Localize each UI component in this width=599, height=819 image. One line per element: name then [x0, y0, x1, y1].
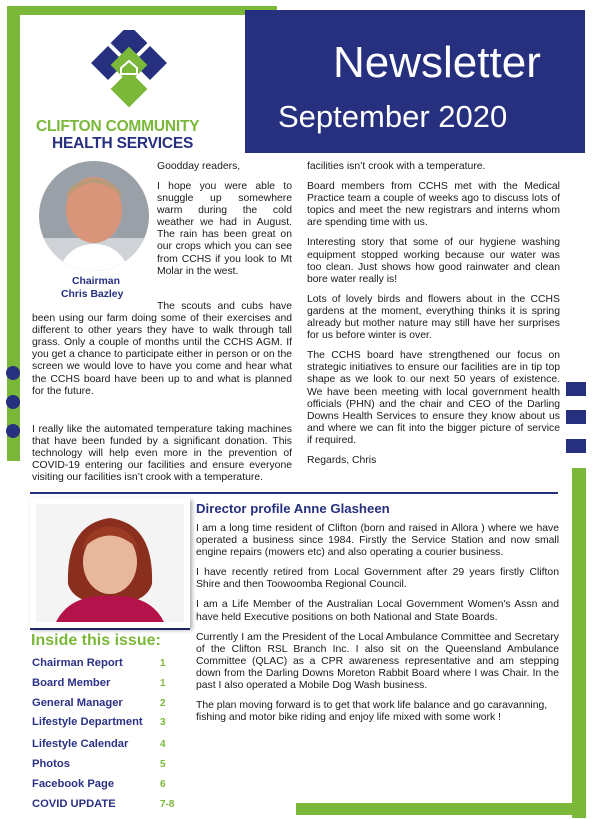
- bullet-dot-3: [6, 424, 20, 438]
- bullet-dot-2: [6, 395, 20, 409]
- photo-navy-rule: [30, 628, 190, 630]
- chairman-para6: Lots of lovely birds and flowers about in the CCHS gardens at the moment, everything thinks it is spring already but mother nature may still have her surprises for us before winter is over.: [307, 293, 560, 342]
- mid-navy-rule: [30, 492, 558, 494]
- bullet-square-3: [566, 439, 586, 453]
- chairman-para3-cont: facilities isn’t crook with a temperature.: [307, 161, 486, 172]
- left-green-bar: [7, 6, 20, 461]
- toc-item-page: 3: [160, 717, 166, 728]
- toc-item-label[interactable]: Facebook Page: [32, 778, 115, 790]
- bullet-dot-1: [6, 366, 20, 380]
- logo-diamond-bottom: [111, 71, 148, 108]
- toc-item-label[interactable]: Lifestyle Department: [32, 716, 143, 728]
- director-para4: Currently I am the President of the Local Ambulance Committee and Secretary of the Clifton RSL Branch Inc. I also sit on the Queensland Ambulance Committee (QLAC) as a CPR awareness representative and am stepping down from the Darling Downs Moreton Rabbit Board where I was Chair. In the past I also operated a Mobile Dog Wash business.: [196, 631, 559, 692]
- director-body: [196, 523, 559, 732]
- toc-item-page: 7-8: [160, 799, 175, 810]
- director-para5: The plan moving forward is to get that work life balance and go caravanning, fishing and motor bike riding and enjoy life mixed with some work !: [196, 700, 548, 724]
- toc-item-label[interactable]: Board Member: [32, 677, 111, 689]
- chairman-photo: [38, 160, 150, 272]
- chairman-para2: The scouts and cubs have been using our farm doing some of their exercises and different to other years they have to walk through tall grass. Only a couple of months until the CCHS AGM. If you get a chance to participate either in person or on the screen we would love to have you come and hear what the CCHS board have been up to and what is planned for the future.: [32, 301, 292, 397]
- toc-item-page: 1: [160, 678, 166, 689]
- org-name-line2: HEALTH SERVICES: [52, 135, 194, 152]
- right-green-bar: [572, 468, 586, 818]
- chairman-column-2: [307, 161, 560, 475]
- toc-item-label[interactable]: Chairman Report: [32, 657, 123, 669]
- toc-item-page: 1: [160, 658, 166, 669]
- toc-item-page: 6: [160, 779, 166, 790]
- bullet-square-2: [566, 410, 586, 424]
- toc-item-label[interactable]: Photos: [32, 758, 70, 770]
- toc-item-label[interactable]: General Manager: [32, 697, 123, 709]
- header-banner: [245, 10, 585, 153]
- bottom-green-bar: [296, 803, 586, 815]
- chairman-para3: I really like the automated temperature taking machines that have been funded by a significant donation. This technology will help even more in the prevention of COVID-19 entering our facilities and ensure everyone visiting our facilities isn’t crook with a temperature.: [32, 424, 292, 484]
- chairman-para7: The CCHS board have strengthened our focus on strategic initiatives to ensure our facilities are in tip top shape as we look to our next 50 years of existence. We have been meeting with local government health officials (PHN) and the chair and CEO of the Darling Downs Health Services to ensure they know about us and where we can fit into the bigger picture of service if required.: [307, 350, 560, 446]
- toc-item-label[interactable]: Lifestyle Calendar: [32, 738, 129, 750]
- director-para2: I have recently retired from Local Government after 29 years firstly Clifton Shire and then Toowoomba Regional Council.: [196, 567, 559, 591]
- chairman-para5: Interesting story that some of our hygiene washing equipment stopped working because our water was too clean. Just shows how good rainwater and clean bore water really is!: [307, 237, 560, 285]
- chairman-role: Chairman: [72, 276, 120, 287]
- chairman-para4: Board members from CCHS met with the Medical Practice team a couple of weeks ago to discuss lots of topics and meet the new registrars and interns whom are spending time with us.: [307, 181, 560, 229]
- org-name-line1: CLIFTON COMMUNITY: [36, 118, 200, 135]
- issue-date: September 2020: [278, 99, 508, 134]
- toc-item-page: 2: [160, 698, 166, 709]
- top-green-bar: [7, 6, 277, 15]
- cchs-logo: [88, 30, 170, 112]
- director-heading: Director profile Anne Glasheen: [196, 501, 390, 516]
- chairman-para1: I hope you were able to snuggle up somewhere warm during the cold weather we had in August. The rain has been great on our crops which you can see from CCHS if you look to Mt Molar in the west.: [157, 181, 292, 277]
- director-para3: I am a Life Member of the Australian Local Government Women's Assn and have held Executive positions on both National and State Boards.: [196, 599, 559, 623]
- bullet-square-1: [566, 382, 586, 396]
- toc-item-page: 4: [160, 739, 166, 750]
- chairman-signoff: Regards, Chris: [307, 454, 377, 466]
- chairman-name: Chris Bazley: [61, 289, 124, 300]
- newsletter-title: Newsletter: [333, 38, 541, 87]
- toc-item-page: 5: [160, 759, 166, 770]
- director-photo: [36, 504, 184, 622]
- toc-heading: Inside this issue:: [31, 632, 161, 649]
- director-para1: I am a long time resident of Clifton (born and raised in Allora ) where we have operated a business since 1984. Firstly the Service Station and now small engine repairs (mowers etc) and also operating a courier business.: [196, 523, 559, 559]
- chairman-greeting: Goodday readers,: [157, 161, 241, 172]
- director-photo-frame: [30, 498, 190, 628]
- toc-item-label[interactable]: COVID UPDATE: [32, 798, 116, 810]
